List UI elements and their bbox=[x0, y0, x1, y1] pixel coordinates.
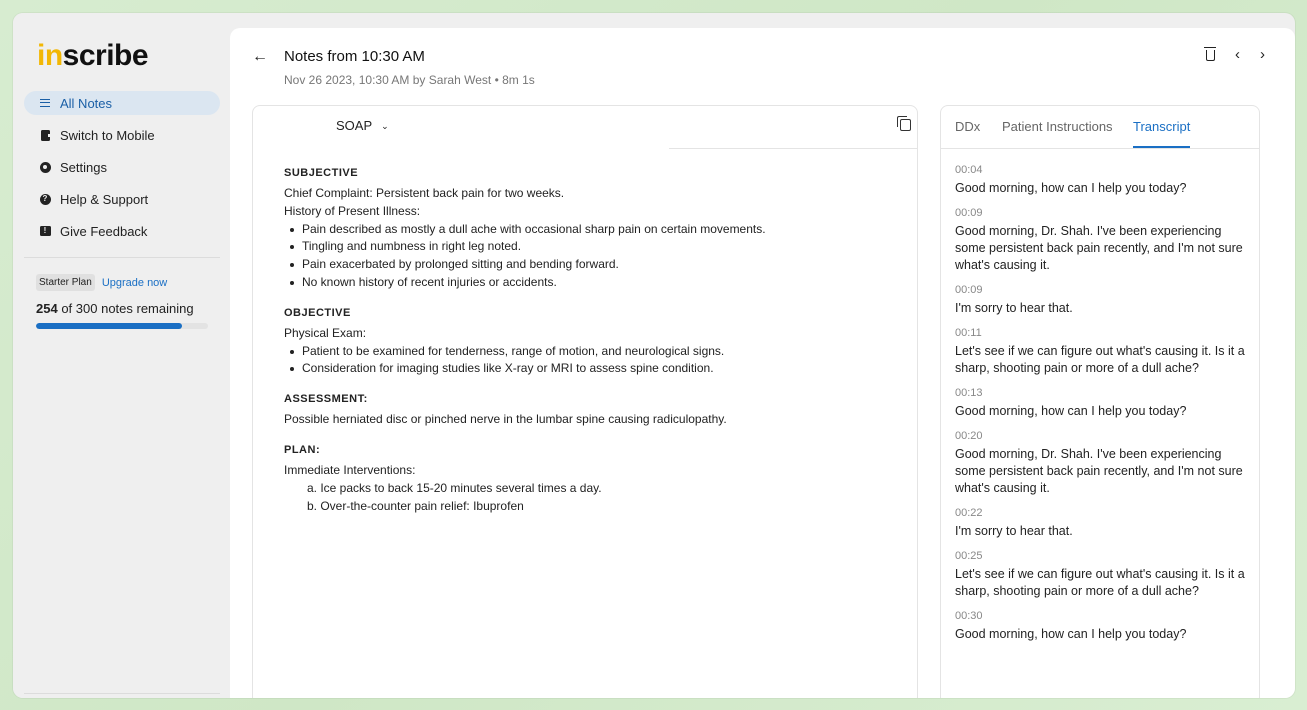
tab-patient-instructions[interactable]: Patient Instructions bbox=[1002, 119, 1113, 134]
list-item: No known history of recent injuries or accidents. bbox=[290, 274, 904, 292]
gear-icon bbox=[39, 161, 51, 173]
transcript-entry bbox=[955, 326, 1245, 377]
transcript-entry bbox=[955, 609, 1245, 643]
transcript-timestamp: 00:13 bbox=[955, 387, 983, 399]
sidebar-nav bbox=[24, 91, 220, 251]
back-button[interactable]: ← bbox=[252, 48, 268, 65]
app-window bbox=[13, 13, 1295, 698]
list-item: Pain exacerbated by prolonged sitting and bending forward. bbox=[290, 256, 904, 274]
transcript-timestamp: 00:25 bbox=[955, 550, 983, 562]
sidebar-item-all-notes[interactable] bbox=[24, 91, 220, 115]
tab-transcript[interactable]: Transcript bbox=[1133, 119, 1190, 148]
transcript-entry bbox=[955, 163, 1245, 197]
transcript-entry bbox=[955, 283, 1245, 317]
sidebar-bottom-divider bbox=[24, 693, 220, 694]
plan-item: a. Ice packs to back 15-20 minutes several times a day. bbox=[307, 480, 602, 495]
transcript-text: Good morning, how can I help you today? bbox=[955, 181, 1187, 195]
transcript-timestamp: 00:09 bbox=[955, 284, 983, 296]
main-content bbox=[230, 28, 1295, 698]
feedback-icon: ! bbox=[39, 225, 51, 237]
next-note-button[interactable]: › bbox=[1260, 46, 1265, 63]
sidebar-item-label: Help & Support bbox=[60, 191, 149, 207]
transcript-text: Good morning, Dr. Shah. I've been experiencing some persistent back pain recently, and I'm not sure what's causing it. bbox=[955, 224, 1243, 272]
note-body bbox=[284, 166, 904, 515]
section-title-plan: PLAN: bbox=[284, 443, 321, 456]
objective-list bbox=[284, 343, 904, 379]
list-item: Tingling and numbness in right leg noted. bbox=[290, 238, 904, 256]
transcript-text: Let's see if we can figure out what's causing it. Is it a sharp, shooting pain or more of a dull ache? bbox=[955, 344, 1245, 375]
page-subtitle: Nov 26 2023, 10:30 AM by Sarah West • 8m 1s bbox=[284, 73, 535, 87]
transcript-text: Let's see if we can figure out what's causing it. Is it a sharp, shooting pain or more of a dull ache? bbox=[955, 567, 1245, 598]
transcript-timestamp: 00:20 bbox=[955, 430, 983, 442]
side-panel bbox=[940, 105, 1260, 698]
transcript-text: Good morning, how can I help you today? bbox=[955, 627, 1187, 641]
delete-button[interactable] bbox=[1206, 46, 1215, 64]
exam-label: Physical Exam: bbox=[284, 325, 367, 340]
upgrade-link[interactable]: Upgrade now bbox=[101, 276, 168, 289]
list-item: Consideration for imaging studies like X-ray or MRI to assess spine condition. bbox=[290, 360, 904, 378]
transcript-timestamp: 00:11 bbox=[955, 327, 982, 339]
list-item: Pain described as mostly a dull ache with occasional sharp pain on certain movements. bbox=[290, 221, 904, 239]
chief-complaint: Chief Complaint: Persistent back pain for two weeks. bbox=[284, 186, 565, 200]
section-title-assessment: ASSESSMENT: bbox=[284, 393, 368, 406]
prev-note-button[interactable]: ‹ bbox=[1235, 46, 1240, 63]
list-icon bbox=[39, 97, 51, 109]
sidebar-item-label: Settings bbox=[60, 159, 107, 175]
hpi-label: History of Present Illness: bbox=[284, 203, 421, 218]
transcript-entry bbox=[955, 506, 1245, 540]
transcript-entry bbox=[955, 549, 1245, 600]
assessment-text: Possible herniated disc or pinched nerve in the lumbar spine causing radiculopathy. bbox=[284, 412, 727, 427]
sidebar-item-label: Give Feedback bbox=[60, 223, 148, 239]
copy-icon[interactable] bbox=[900, 119, 911, 131]
notes-progress-bar bbox=[36, 323, 208, 329]
note-header-divider bbox=[669, 148, 917, 149]
side-panel-tabs bbox=[941, 106, 1260, 149]
notes-remaining: 254 of 300 notes remaining bbox=[36, 301, 194, 316]
subjective-list bbox=[284, 221, 904, 292]
notes-progress-fill bbox=[36, 323, 182, 329]
tab-ddx[interactable]: DDx bbox=[955, 119, 981, 134]
transcript-timestamp: 00:09 bbox=[955, 207, 983, 219]
sidebar-divider bbox=[24, 257, 220, 258]
transcript-timestamp: 00:22 bbox=[955, 507, 983, 519]
chevron-down-icon: ⌄ bbox=[381, 121, 389, 131]
transcript-entry bbox=[955, 429, 1245, 497]
transcript-list bbox=[955, 163, 1245, 652]
transcript-text: Good morning, Dr. Shah. I've been experiencing some persistent back pain recently, and I'm not sure what's causing it. bbox=[955, 447, 1243, 495]
transcript-text: I'm sorry to hear that. bbox=[955, 301, 1073, 315]
plan-badge: Starter Plan bbox=[36, 274, 95, 291]
transcript-text: I'm sorry to hear that. bbox=[955, 524, 1073, 538]
transcript-entry bbox=[955, 386, 1245, 420]
logo: inscribe bbox=[37, 39, 149, 72]
sidebar-item-label: Switch to Mobile bbox=[60, 127, 155, 143]
sidebar-item-switch-to-mobile[interactable] bbox=[24, 123, 220, 147]
note-panel bbox=[252, 105, 918, 698]
template-select[interactable]: SOAP ⌄ bbox=[336, 118, 389, 133]
header-actions bbox=[1186, 46, 1265, 64]
mobile-icon bbox=[39, 129, 51, 141]
sidebar-item-give-feedback[interactable] bbox=[24, 219, 220, 243]
sidebar-item-label: All Notes bbox=[60, 95, 113, 111]
plan-info bbox=[36, 274, 211, 329]
sidebar-item-settings[interactable] bbox=[24, 155, 220, 179]
transcript-entry bbox=[955, 206, 1245, 274]
transcript-timestamp: 00:04 bbox=[955, 164, 983, 176]
section-title-objective: OBJECTIVE bbox=[284, 306, 351, 319]
plan-label: Immediate Interventions: bbox=[284, 462, 416, 477]
help-icon: ? bbox=[39, 193, 51, 205]
sidebar-item-help-support[interactable] bbox=[24, 187, 220, 211]
transcript-timestamp: 00:30 bbox=[955, 610, 983, 622]
page-title: Notes from 10:30 AM bbox=[284, 48, 425, 65]
list-item: Patient to be examined for tenderness, range of motion, and neurological signs. bbox=[290, 343, 904, 361]
sidebar bbox=[13, 13, 230, 698]
transcript-text: Good morning, how can I help you today? bbox=[955, 404, 1187, 418]
trash-icon bbox=[1206, 50, 1215, 61]
plan-item: b. Over-the-counter pain relief: Ibuprofen bbox=[307, 498, 524, 513]
section-title-subjective: SUBJECTIVE bbox=[284, 167, 359, 179]
